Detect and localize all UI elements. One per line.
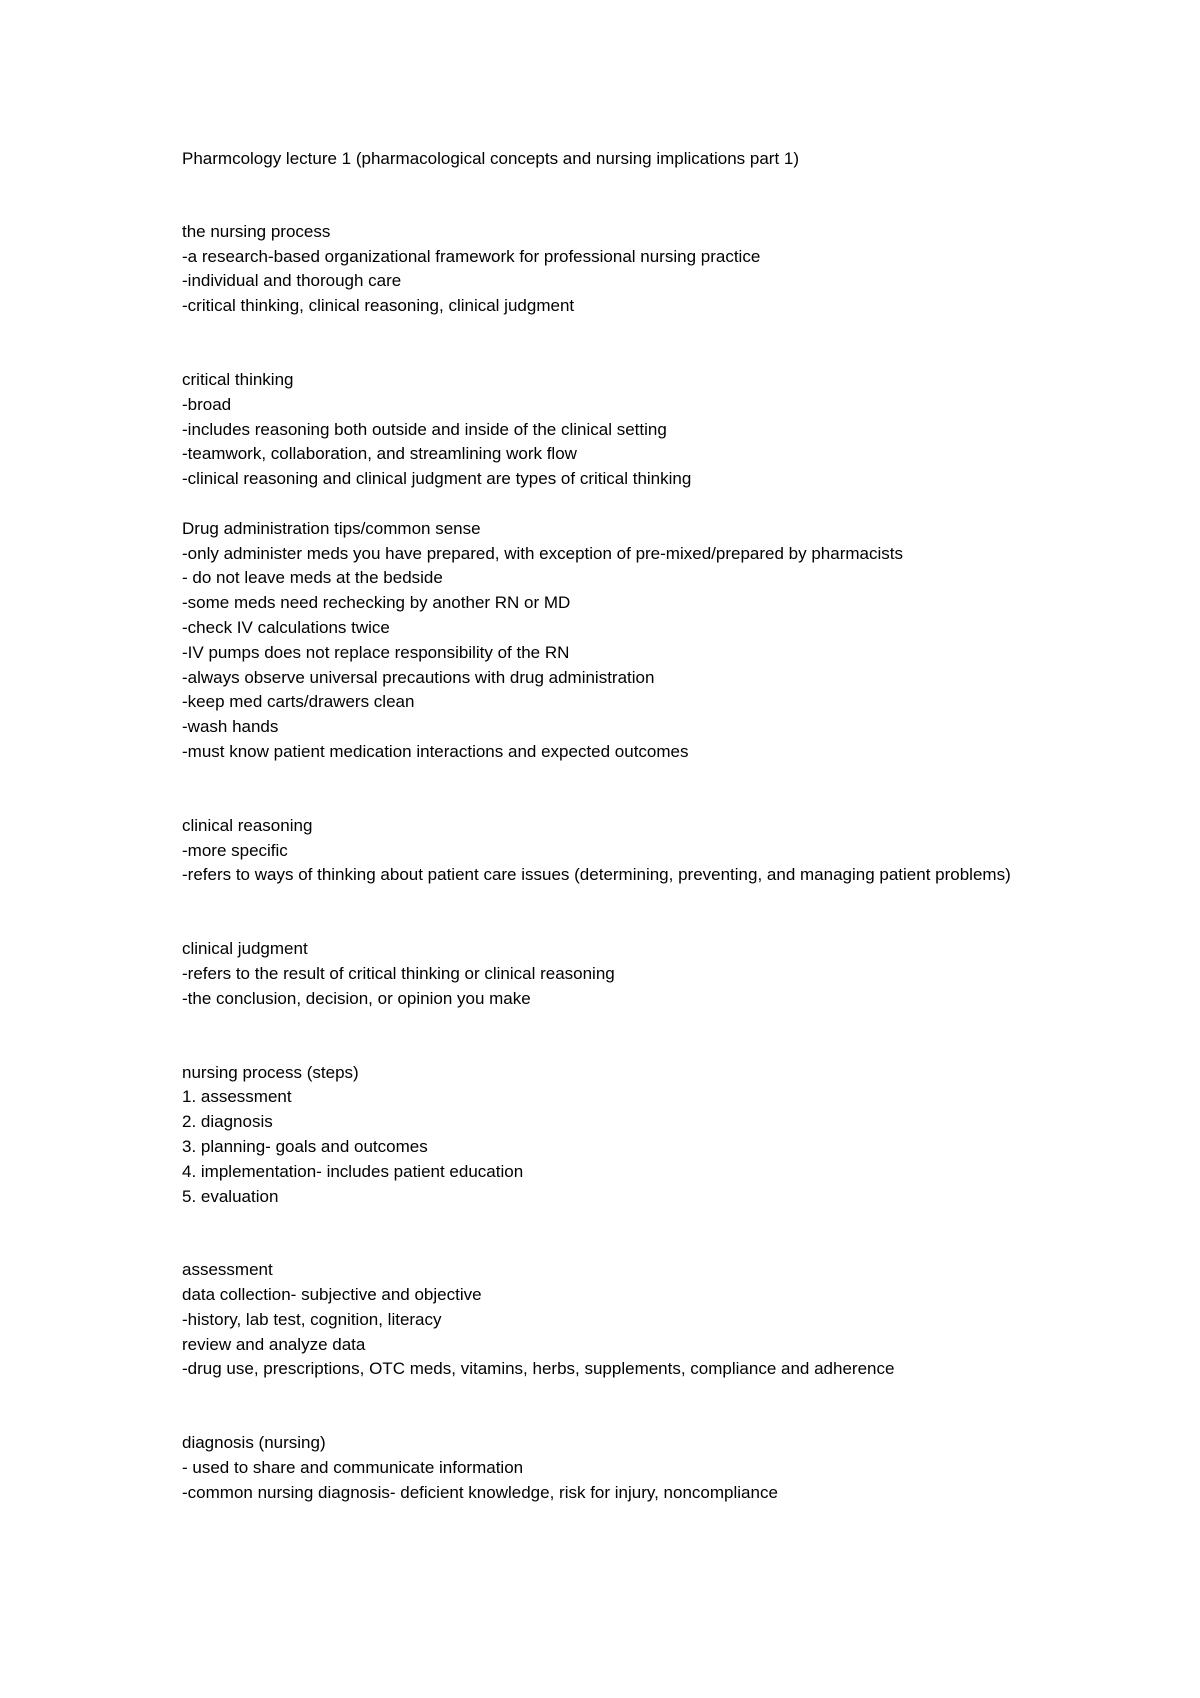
section-heading: diagnosis (nursing) xyxy=(182,1433,326,1453)
section-line: -a research-based organizational framework for professional nursing practice xyxy=(182,246,761,266)
section-nursing-process xyxy=(182,220,1062,319)
section-line: -individual and thorough care xyxy=(182,271,402,291)
section-heading: nursing process (steps) xyxy=(182,1062,359,1082)
section-heading: critical thinking xyxy=(182,369,294,389)
section-assessment xyxy=(182,1258,1062,1382)
section-line: -drug use, prescriptions, OTC meds, vitamins, herbs, supplements, compliance and adherence xyxy=(182,1359,895,1379)
section-line: -common nursing diagnosis- deficient knowledge, risk for injury, noncompliance xyxy=(182,1482,778,1502)
section-line: review and analyze data xyxy=(182,1334,366,1354)
section-drug-administration-tips xyxy=(182,517,1062,765)
section-line: -refers to the result of critical thinking or clinical reasoning xyxy=(182,963,615,983)
section-clinical-reasoning xyxy=(182,814,1062,888)
document-title: Pharmcology lecture 1 (pharmacological concepts and nursing implications part 1) xyxy=(182,149,800,168)
document-body xyxy=(182,147,1062,1506)
section-line: 3. planning- goals and outcomes xyxy=(182,1136,428,1156)
section-diagnosis-nursing xyxy=(182,1431,1062,1505)
section-line: -keep med carts/drawers clean xyxy=(182,692,415,712)
section-line: -must know patient medication interactions and expected outcomes xyxy=(182,741,689,761)
section-line: 1. assessment xyxy=(182,1087,292,1107)
section-line: 4. implementation- includes patient education xyxy=(182,1161,524,1181)
section-line: -broad xyxy=(182,394,232,414)
section-line: 2. diagnosis xyxy=(182,1112,273,1132)
section-line: -clinical reasoning and clinical judgment are types of critical thinking xyxy=(182,469,692,489)
section-line: -check IV calculations twice xyxy=(182,617,390,637)
section-heading: clinical judgment xyxy=(182,939,308,959)
section-line: -more specific xyxy=(182,840,288,860)
section-line: 5. evaluation xyxy=(182,1186,279,1206)
section-heading: Drug administration tips/common sense xyxy=(182,518,481,538)
section-clinical-judgment xyxy=(182,937,1062,1011)
section-line: - used to share and communicate information xyxy=(182,1458,524,1478)
section-line: -only administer meds you have prepared, with exception of pre-mixed/prepared by pharmacists xyxy=(182,543,903,563)
section-heading: assessment xyxy=(182,1260,273,1280)
section-line: -the conclusion, decision, or opinion you make xyxy=(182,988,531,1008)
section-line: -refers to ways of thinking about patient care issues (determining, preventing, and managing patient problems) xyxy=(182,865,1011,885)
section-line: -history, lab test, cognition, literacy xyxy=(182,1309,442,1329)
section-heading: clinical reasoning xyxy=(182,815,313,835)
section-line: -teamwork, collaboration, and streamlining work flow xyxy=(182,444,577,464)
section-line: data collection- subjective and objective xyxy=(182,1285,482,1305)
section-line: -includes reasoning both outside and inside of the clinical setting xyxy=(182,419,667,439)
section-line: -critical thinking, clinical reasoning, clinical judgment xyxy=(182,296,575,316)
section-critical-thinking xyxy=(182,368,1062,492)
section-heading: the nursing process xyxy=(182,221,331,241)
section-line: -IV pumps does not replace responsibility of the RN xyxy=(182,642,570,662)
section-line: -always observe universal precautions with drug administration xyxy=(182,667,655,687)
section-line: -some meds need rechecking by another RN or MD xyxy=(182,593,571,613)
section-line: -wash hands xyxy=(182,717,279,737)
section-line: - do not leave meds at the bedside xyxy=(182,568,443,588)
section-nursing-process-steps xyxy=(182,1061,1062,1210)
